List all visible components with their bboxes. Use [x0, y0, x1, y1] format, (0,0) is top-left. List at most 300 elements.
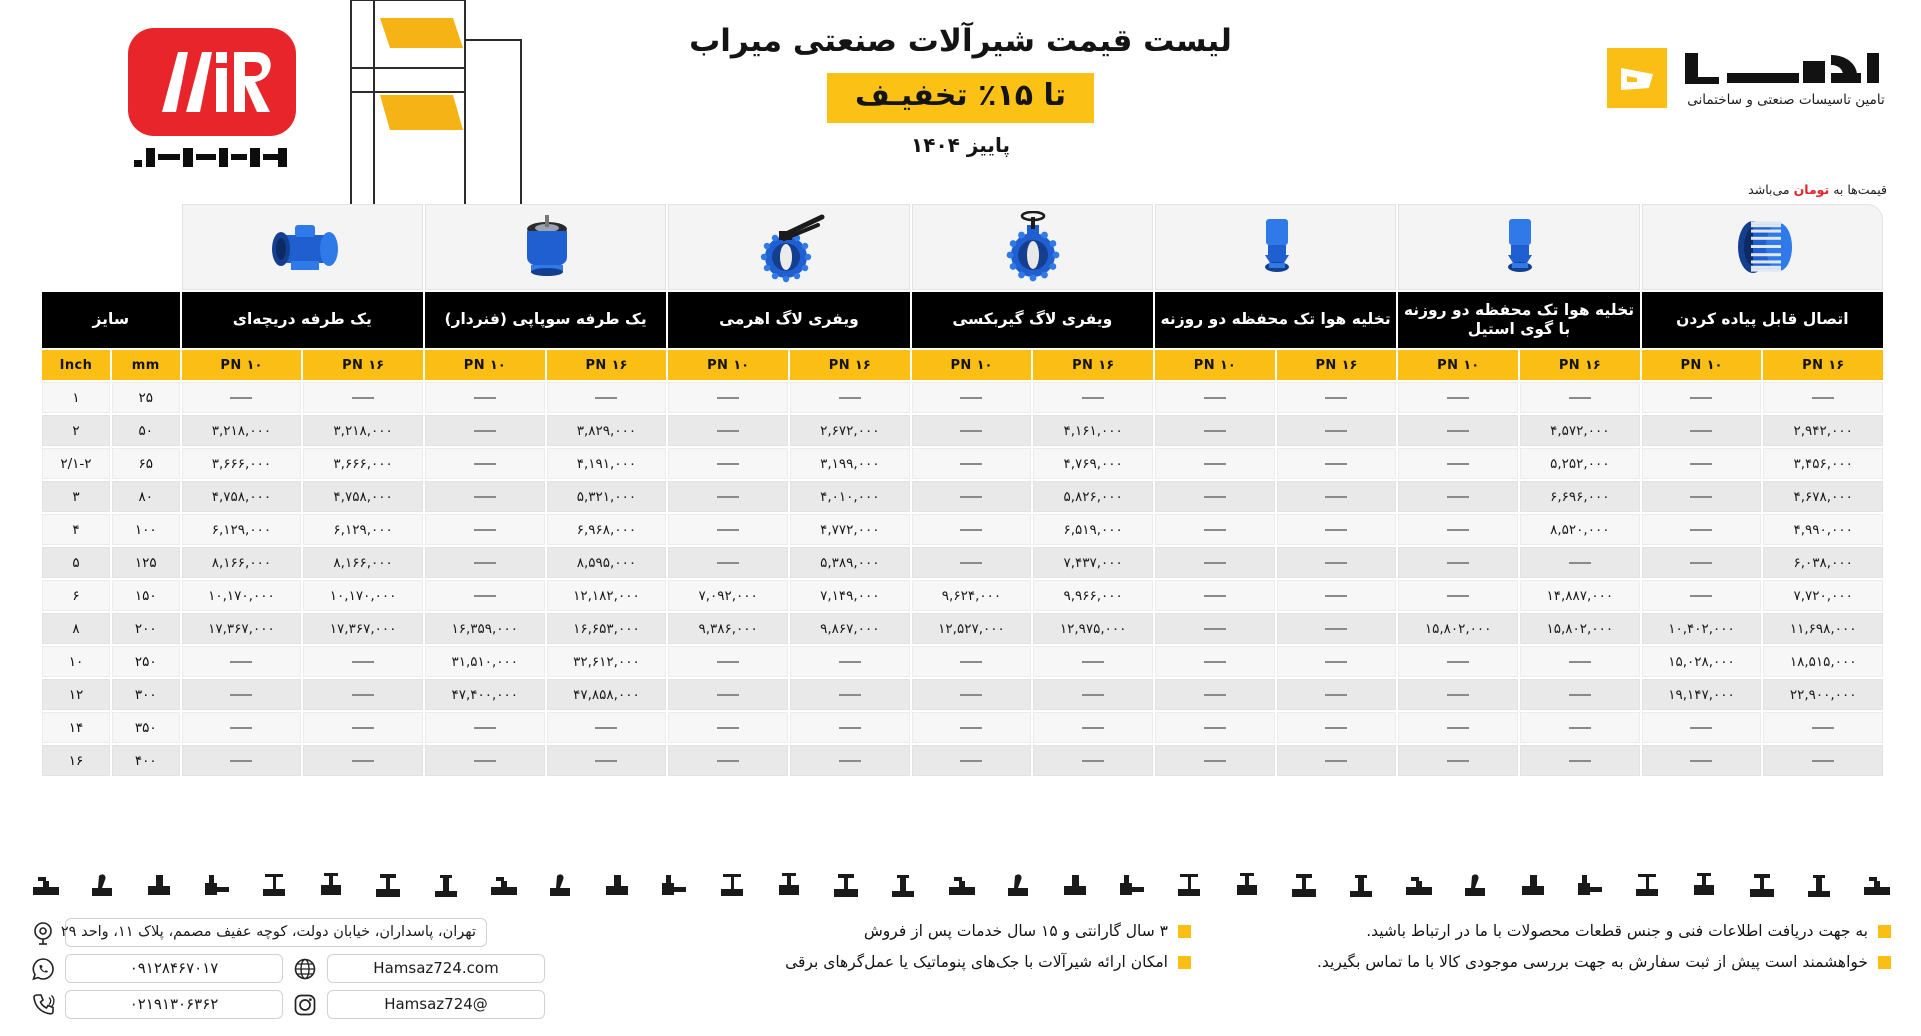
page-title: لیست قیمت شیرآلات صنعتی میراب	[689, 23, 1232, 59]
empty-dash	[1325, 562, 1347, 564]
size-mm-cell: ۸۰	[112, 481, 180, 512]
empty-dash	[352, 694, 374, 696]
price-cell	[1398, 382, 1518, 413]
empty-dash	[960, 562, 982, 564]
price-cell	[1398, 415, 1518, 446]
table-row	[42, 712, 1883, 743]
product-header-6: یک طرفه دریچه‌ای	[182, 292, 423, 348]
website-value[interactable]: Hamsaz724.com	[327, 954, 545, 983]
price-cell	[1398, 448, 1518, 479]
table-row	[42, 646, 1883, 677]
instagram-phone-row	[30, 990, 590, 1019]
empty-dash	[1690, 760, 1712, 762]
empty-dash	[1447, 562, 1469, 564]
price-cell: ۷,۱۴۹,۰۰۰	[790, 580, 910, 611]
empty-dash	[717, 397, 739, 399]
size-inch-cell: ۲	[42, 415, 110, 446]
valve-strip-icon	[87, 871, 117, 905]
price-cell	[1277, 745, 1397, 776]
price-cell	[1155, 514, 1275, 545]
product-image-air-valve-steel-ball-icon	[1398, 204, 1639, 290]
empty-dash	[839, 661, 861, 663]
bullet-square-icon	[1178, 925, 1191, 938]
valve-strip-icon	[888, 871, 918, 905]
price-cell	[1155, 415, 1275, 446]
valve-strip-icon	[373, 871, 403, 905]
empty-dash	[1812, 397, 1834, 399]
empty-dash	[1325, 661, 1347, 663]
empty-dash	[352, 397, 374, 399]
size-mm-cell: ۲۵۰	[112, 646, 180, 677]
pn-header-0-1: PN ۱۰	[1642, 350, 1762, 380]
valve-strip-icon	[1747, 871, 1777, 905]
price-cell	[425, 481, 545, 512]
price-cell	[182, 745, 302, 776]
note-item	[1317, 953, 1891, 971]
price-cell	[790, 382, 910, 413]
size-mm-cell: ۱۰۰	[112, 514, 180, 545]
price-cell: ۱۰,۱۷۰,۰۰۰	[303, 580, 423, 611]
pn-header-6-1: PN ۱۰	[182, 350, 302, 380]
empty-dash	[352, 661, 374, 663]
valve-strip-icon	[431, 871, 461, 905]
price-cell	[1033, 712, 1153, 743]
bullet-square-icon	[1178, 956, 1191, 969]
price-cell	[1642, 448, 1762, 479]
price-cell: ۱۷,۳۶۷,۰۰۰	[303, 613, 423, 644]
price-cell: ۵,۳۲۱,۰۰۰	[547, 481, 667, 512]
price-cell	[1520, 679, 1640, 710]
empty-dash	[1325, 595, 1347, 597]
price-cell	[1520, 646, 1640, 677]
size-unit-header-mm: mm	[112, 350, 180, 380]
empty-dash	[1325, 430, 1347, 432]
price-cell	[1398, 580, 1518, 611]
table-row	[42, 415, 1883, 446]
empty-dash	[474, 595, 496, 597]
price-cell: ۸,۱۶۶,۰۰۰	[303, 547, 423, 578]
size-mm-cell: ۵۰	[112, 415, 180, 446]
price-cell	[1277, 382, 1397, 413]
product-image-butterfly-valve-gearbox-icon	[912, 204, 1153, 290]
empty-dash	[1082, 397, 1104, 399]
price-cell	[425, 382, 545, 413]
price-cell	[1277, 613, 1397, 644]
price-cell: ۹,۹۶۶,۰۰۰	[1033, 580, 1153, 611]
price-cell	[425, 415, 545, 446]
empty-dash	[717, 760, 739, 762]
price-cell: ۶,۵۱۹,۰۰۰	[1033, 514, 1153, 545]
price-cell	[1155, 448, 1275, 479]
empty-dash	[717, 430, 739, 432]
empty-dash	[960, 694, 982, 696]
price-cell	[303, 712, 423, 743]
price-cell	[1155, 547, 1275, 578]
empty-dash	[960, 529, 982, 531]
product-image-air-valve-icon	[1155, 204, 1396, 290]
price-cell	[547, 745, 667, 776]
price-cell	[1398, 481, 1518, 512]
empty-dash	[1812, 727, 1834, 729]
pressure-rating-row	[42, 350, 1883, 380]
discount-badge: تا ۱۵٪ تخفیـف	[827, 73, 1094, 124]
price-cell	[1155, 712, 1275, 743]
valve-strip-icon	[545, 871, 575, 905]
price-table-body	[42, 382, 1883, 776]
price-cell: ۹,۸۶۷,۰۰۰	[790, 613, 910, 644]
price-cell: ۷,۰۹۲,۰۰۰	[668, 580, 788, 611]
price-cell: ۴,۷۵۸,۰۰۰	[182, 481, 302, 512]
mobile-value[interactable]: ۰۹۱۲۸۴۶۷۰۱۷	[65, 954, 283, 983]
price-cell: ۱۸,۵۱۵,۰۰۰	[1763, 646, 1883, 677]
hamsaz-mark-icon	[1607, 48, 1667, 108]
empty-dash	[1690, 529, 1712, 531]
price-cell	[912, 514, 1032, 545]
product-header-4: ویفری لاگ اهرمی	[668, 292, 909, 348]
price-cell	[668, 448, 788, 479]
note-text: ۳ سال گارانتی و ۱۵ سال خدمات پس از فروش	[863, 922, 1168, 940]
price-cell	[1155, 481, 1275, 512]
bullet-square-icon	[1878, 956, 1891, 969]
empty-dash	[1569, 397, 1591, 399]
empty-dash	[230, 694, 252, 696]
empty-dash	[1204, 595, 1226, 597]
empty-dash	[1204, 562, 1226, 564]
hamsaz-text-block	[1681, 49, 1891, 108]
price-cell: ۱۴,۸۸۷,۰۰۰	[1520, 580, 1640, 611]
empty-dash	[1569, 661, 1591, 663]
price-cell	[912, 745, 1032, 776]
empty-dash	[1204, 430, 1226, 432]
contact-block	[30, 918, 590, 1019]
price-cell	[547, 712, 667, 743]
pn-header-5-0: PN ۱۶	[547, 350, 667, 380]
price-cell	[182, 382, 302, 413]
page-header	[0, 0, 1921, 212]
price-cell	[668, 646, 788, 677]
mirab-logo	[122, 28, 302, 170]
product-name-row	[42, 292, 1883, 348]
price-cell: ۱۰,۴۰۲,۰۰۰	[1642, 613, 1762, 644]
price-cell	[425, 547, 545, 578]
currency-note-suffix: می‌باشد	[1748, 182, 1794, 197]
empty-dash	[1082, 661, 1104, 663]
empty-dash	[717, 562, 739, 564]
price-cell: ۶,۶۹۶,۰۰۰	[1520, 481, 1640, 512]
product-image-butterfly-valve-lever-icon	[668, 204, 909, 290]
table-row	[42, 745, 1883, 776]
web-phone-row	[30, 954, 590, 983]
empty-dash	[595, 760, 617, 762]
product-header-0: اتصال قابل پیاده کردن	[1642, 292, 1883, 348]
price-cell	[303, 646, 423, 677]
empty-dash	[717, 661, 739, 663]
price-cell: ۴۷,۸۵۸,۰۰۰	[547, 679, 667, 710]
notes-block	[601, 922, 1891, 971]
price-cell	[1763, 382, 1883, 413]
price-cell: ۲۲,۹۰۰,۰۰۰	[1763, 679, 1883, 710]
price-cell	[1642, 481, 1762, 512]
mirab-badge-icon	[128, 28, 296, 136]
globe-icon	[292, 956, 318, 982]
empty-dash	[1690, 430, 1712, 432]
size-inch-cell: ۳	[42, 481, 110, 512]
price-cell: ۳,۲۱۸,۰۰۰	[303, 415, 423, 446]
price-cell	[1398, 514, 1518, 545]
size-mm-cell: ۳۰۰	[112, 679, 180, 710]
empty-dash	[1447, 760, 1469, 762]
product-image-row	[42, 204, 1883, 290]
price-cell	[1277, 547, 1397, 578]
price-cell	[668, 712, 788, 743]
hamsaz-wordmark	[1681, 49, 1891, 89]
price-cell: ۱۹,۱۴۷,۰۰۰	[1642, 679, 1762, 710]
size-inch-cell: ۸	[42, 613, 110, 644]
valve-strip-icon	[1403, 871, 1433, 905]
size-inch-cell: ۲/۱-۲	[42, 448, 110, 479]
whatsapp-icon	[30, 956, 56, 982]
size-inch-cell: ۱۲	[42, 679, 110, 710]
price-cell: ۴,۵۷۲,۰۰۰	[1520, 415, 1640, 446]
size-inch-cell: ۵	[42, 547, 110, 578]
size-inch-cell: ۴	[42, 514, 110, 545]
price-cell	[1398, 547, 1518, 578]
price-cell	[1155, 580, 1275, 611]
empty-dash	[474, 496, 496, 498]
empty-dash	[1204, 760, 1226, 762]
empty-dash	[1690, 463, 1712, 465]
price-cell: ۹,۳۸۶,۰۰۰	[668, 613, 788, 644]
empty-dash	[352, 727, 374, 729]
empty-dash	[1325, 397, 1347, 399]
price-cell	[668, 481, 788, 512]
price-cell: ۴,۷۷۲,۰۰۰	[790, 514, 910, 545]
price-cell	[1277, 646, 1397, 677]
empty-dash	[1447, 694, 1469, 696]
table-row	[42, 382, 1883, 413]
price-cell: ۴,۹۹۰,۰۰۰	[1763, 514, 1883, 545]
price-cell	[425, 580, 545, 611]
page-footer	[0, 912, 1921, 1036]
notes-left-column	[1191, 922, 1891, 971]
empty-dash	[1325, 694, 1347, 696]
price-cell	[425, 514, 545, 545]
pn-header-6-0: PN ۱۶	[303, 350, 423, 380]
empty-dash	[1569, 694, 1591, 696]
price-cell	[1155, 613, 1275, 644]
price-cell	[1033, 745, 1153, 776]
size-inch-cell: ۶	[42, 580, 110, 611]
price-cell: ۱۵,۰۲۸,۰۰۰	[1642, 646, 1762, 677]
size-inch-cell: ۱۴	[42, 712, 110, 743]
phone-value[interactable]: ۰۲۱۹۱۳۰۶۳۶۲	[65, 990, 283, 1019]
valve-strip-icon	[1232, 871, 1262, 905]
empty-dash	[1204, 694, 1226, 696]
valve-strip-icon	[1632, 871, 1662, 905]
price-cell: ۸,۵۲۰,۰۰۰	[1520, 514, 1640, 545]
empty-dash	[1447, 661, 1469, 663]
price-cell	[182, 646, 302, 677]
price-cell	[425, 745, 545, 776]
note-item	[785, 953, 1191, 971]
notes-right-column	[601, 922, 1191, 971]
size-mm-cell: ۶۵	[112, 448, 180, 479]
price-cell	[1277, 415, 1397, 446]
price-cell	[668, 547, 788, 578]
empty-dash	[1569, 760, 1591, 762]
price-cell	[912, 712, 1032, 743]
empty-dash	[1690, 595, 1712, 597]
table-row	[42, 514, 1883, 545]
address-value: تهران، پاسداران، خیابان دولت، کوچه عفیف مصمم، پلاک ۱۱، واحد ۲۹	[65, 918, 487, 947]
note-text: امکان ارائه شیرآلات با جک‌های پنوماتیک یا عمل‌گرهای برقی	[785, 953, 1168, 971]
price-cell	[1520, 547, 1640, 578]
price-cell	[1398, 712, 1518, 743]
price-cell: ۵,۸۲۶,۰۰۰	[1033, 481, 1153, 512]
pn-header-1-1: PN ۱۰	[1398, 350, 1518, 380]
swing-check-valve-icon	[183, 211, 422, 283]
empty-dash	[1204, 496, 1226, 498]
price-table-container	[40, 202, 1885, 778]
price-cell: ۴,۶۷۸,۰۰۰	[1763, 481, 1883, 512]
empty-dash	[1204, 661, 1226, 663]
price-cell	[303, 382, 423, 413]
valve-strip-icon	[946, 871, 976, 905]
price-cell	[303, 745, 423, 776]
instagram-value[interactable]: @Hamsaz724	[327, 990, 545, 1019]
valve-strip-icon	[659, 871, 689, 905]
table-row	[42, 481, 1883, 512]
price-cell	[425, 448, 545, 479]
price-cell: ۹,۶۲۴,۰۰۰	[912, 580, 1032, 611]
valve-strip-icon	[1861, 871, 1891, 905]
size-mm-cell: ۱۲۵	[112, 547, 180, 578]
price-cell: ۳,۶۶۶,۰۰۰	[182, 448, 302, 479]
mirab-wordmark	[122, 144, 302, 170]
empty-dash	[474, 760, 496, 762]
empty-dash	[717, 529, 739, 531]
product-header-2: تخلیه هوا تک محفظه دو روزنه	[1155, 292, 1396, 348]
price-cell	[668, 745, 788, 776]
product-image-swing-check-valve-icon	[182, 204, 423, 290]
valve-strip-icon	[1804, 871, 1834, 905]
price-cell	[1763, 712, 1883, 743]
pn-header-0-0: PN ۱۶	[1763, 350, 1883, 380]
pn-header-2-1: PN ۱۰	[1155, 350, 1275, 380]
empty-dash	[230, 661, 252, 663]
price-cell	[668, 514, 788, 545]
pn-header-3-0: PN ۱۶	[1033, 350, 1153, 380]
empty-dash	[352, 760, 374, 762]
price-cell	[1398, 745, 1518, 776]
empty-dash	[1447, 595, 1469, 597]
price-cell: ۱۲,۵۲۷,۰۰۰	[912, 613, 1032, 644]
empty-dash	[1447, 397, 1469, 399]
price-cell	[912, 481, 1032, 512]
butterfly-valve-lever-icon	[669, 211, 908, 283]
price-cell	[1277, 712, 1397, 743]
empty-dash	[1690, 496, 1712, 498]
price-cell: ۳,۶۶۶,۰۰۰	[303, 448, 423, 479]
note-text: به جهت دریافت اطلاعات فنی و جنس قطعات محصولات با ما در ارتباط باشید.	[1366, 922, 1868, 940]
price-cell: ۱۵,۸۰۲,۰۰۰	[1398, 613, 1518, 644]
price-cell: ۱۰,۱۷۰,۰۰۰	[182, 580, 302, 611]
price-cell	[912, 382, 1032, 413]
empty-dash	[1690, 397, 1712, 399]
valve-strip-icon	[316, 871, 346, 905]
header-corner-blank	[42, 204, 180, 290]
price-cell: ۳,۸۲۹,۰۰۰	[547, 415, 667, 446]
size-mm-cell: ۴۰۰	[112, 745, 180, 776]
empty-dash	[1447, 463, 1469, 465]
valve-strip-icon	[1117, 871, 1147, 905]
empty-dash	[839, 760, 861, 762]
size-inch-cell: ۱۶	[42, 745, 110, 776]
size-mm-cell: ۳۵۰	[112, 712, 180, 743]
pn-header-5-1: PN ۱۰	[425, 350, 545, 380]
price-cell	[790, 679, 910, 710]
price-cell: ۳,۱۹۹,۰۰۰	[790, 448, 910, 479]
pn-header-2-0: PN ۱۶	[1277, 350, 1397, 380]
price-cell	[1398, 646, 1518, 677]
price-cell: ۴,۷۵۸,۰۰۰	[303, 481, 423, 512]
price-cell	[303, 679, 423, 710]
price-cell	[1277, 679, 1397, 710]
valve-strip-icon	[488, 871, 518, 905]
empty-dash	[1325, 529, 1347, 531]
price-cell	[1033, 382, 1153, 413]
price-cell: ۶,۰۳۸,۰۰۰	[1763, 547, 1883, 578]
price-cell: ۱۲,۱۸۲,۰۰۰	[547, 580, 667, 611]
price-cell	[1277, 481, 1397, 512]
empty-dash	[474, 727, 496, 729]
price-cell: ۵,۳۸۹,۰۰۰	[790, 547, 910, 578]
price-cell	[1642, 415, 1762, 446]
dismantling-joint-icon	[1643, 211, 1882, 283]
price-cell: ۸,۵۹۵,۰۰۰	[547, 547, 667, 578]
valve-strip-icon	[1689, 871, 1719, 905]
price-cell	[1642, 712, 1762, 743]
location-pin-icon	[30, 920, 56, 946]
empty-dash	[474, 430, 496, 432]
price-cell: ۱۱,۶۹۸,۰۰۰	[1763, 613, 1883, 644]
valve-strip-icon	[1003, 871, 1033, 905]
price-cell	[912, 679, 1032, 710]
table-row	[42, 679, 1883, 710]
butterfly-valve-gearbox-icon	[913, 211, 1152, 283]
valve-strip-icon	[717, 871, 747, 905]
empty-dash	[1325, 628, 1347, 630]
empty-dash	[595, 397, 617, 399]
price-cell: ۶,۱۲۹,۰۰۰	[303, 514, 423, 545]
price-cell: ۳,۴۵۶,۰۰۰	[1763, 448, 1883, 479]
valve-strip-icon	[259, 871, 289, 905]
price-cell: ۲,۶۷۲,۰۰۰	[790, 415, 910, 446]
valve-strip-icon	[1460, 871, 1490, 905]
price-cell: ۷,۴۳۷,۰۰۰	[1033, 547, 1153, 578]
size-mm-cell: ۲۰۰	[112, 613, 180, 644]
empty-dash	[960, 496, 982, 498]
price-cell	[1398, 679, 1518, 710]
size-inch-cell: ۱۰	[42, 646, 110, 677]
valve-strip-icon	[1518, 871, 1548, 905]
phone-icon	[30, 992, 56, 1018]
price-cell: ۴,۱۶۱,۰۰۰	[1033, 415, 1153, 446]
valve-strip-icon	[202, 871, 232, 905]
price-cell	[1520, 382, 1640, 413]
empty-dash	[717, 463, 739, 465]
valve-strip-icon	[602, 871, 632, 905]
